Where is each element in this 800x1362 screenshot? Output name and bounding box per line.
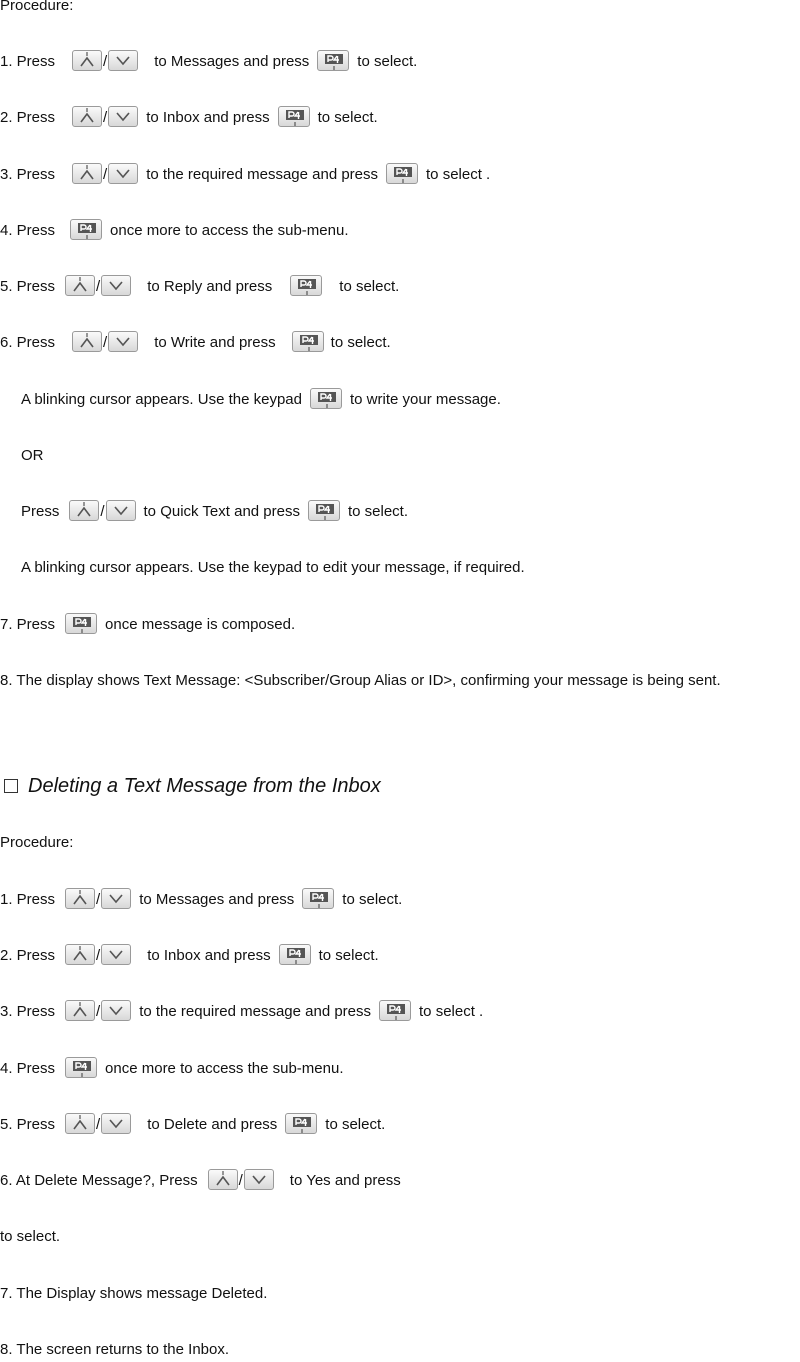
p4-key-icon (65, 613, 97, 634)
p4-key-icon (290, 275, 322, 296)
scroll-up-key-icon (72, 163, 102, 184)
step-3: 3. Press / to the required message and press to select . (0, 163, 490, 187)
scroll-up-key-icon (65, 275, 95, 296)
scroll-up-key-icon (72, 106, 102, 127)
delete-step-6-cont: to select. (0, 1228, 61, 1245)
delete-step-7: 7. The Display shows message Deleted. (0, 1285, 268, 1302)
scroll-up-key-icon (65, 944, 95, 965)
p4-key-icon (310, 388, 342, 409)
checkbox-icon (4, 779, 18, 793)
step-8: 8. The display shows Text Message: <Subscriber/Group Alias or ID>, confirming your message is being sent. (0, 672, 721, 689)
scroll-down-key-icon (108, 163, 138, 184)
scroll-down-key-icon (106, 500, 136, 521)
step-6: 6. Press / to Write and press to select. (0, 331, 391, 355)
p4-key-icon (386, 163, 418, 184)
section-heading: Deleting a Text Message from the Inbox (0, 772, 381, 800)
p4-key-icon (285, 1113, 317, 1134)
scroll-down-key-icon (108, 106, 138, 127)
step-6-quick-text: Press / to Quick Text and press to select. (21, 500, 408, 524)
p4-key-icon (379, 1000, 411, 1021)
p4-key-icon (317, 50, 349, 71)
delete-step-4: 4. Press once more to access the sub-menu. (0, 1057, 344, 1081)
scroll-down-key-icon (101, 888, 131, 909)
scroll-down-key-icon (108, 331, 138, 352)
step-2: 2. Press / to Inbox and press to select. (0, 106, 378, 130)
scroll-up-key-icon (72, 331, 102, 352)
scroll-up-key-icon (72, 50, 102, 71)
p4-key-icon (302, 888, 334, 909)
scroll-up-key-icon (65, 1000, 95, 1021)
scroll-down-key-icon (108, 50, 138, 71)
delete-step-5: 5. Press / to Delete and press to select. (0, 1113, 385, 1137)
p4-key-icon (65, 1057, 97, 1078)
scroll-down-key-icon (101, 275, 131, 296)
step-4: 4. Press once more to access the sub-menu. (0, 219, 349, 243)
step-5: 5. Press / to Reply and press to select. (0, 275, 399, 299)
scroll-up-key-icon (208, 1169, 238, 1190)
step-6-note-keypad: A blinking cursor appears. Use the keypad to write your message. (21, 388, 501, 412)
scroll-down-key-icon (101, 1000, 131, 1021)
p4-key-icon (308, 500, 340, 521)
step-6-or: OR (21, 447, 44, 464)
step-1: 1. Press / to Messages and press to select. (0, 50, 417, 74)
p4-key-icon (278, 106, 310, 127)
scroll-down-key-icon (244, 1169, 274, 1190)
delete-step-2: 2. Press / to Inbox and press to select. (0, 944, 379, 968)
scroll-down-key-icon (101, 1113, 131, 1134)
procedure-label: Procedure: (0, 834, 74, 851)
scroll-up-key-icon (69, 500, 99, 521)
scroll-down-key-icon (101, 944, 131, 965)
procedure-label: Procedure: (0, 0, 74, 14)
delete-step-1: 1. Press / to Messages and press to select. (0, 888, 402, 912)
delete-step-6: 6. At Delete Message?, Press / to Yes and press (0, 1169, 401, 1193)
p4-key-icon (292, 331, 324, 352)
delete-step-3: 3. Press / to the required message and press to select . (0, 1000, 483, 1024)
p4-key-icon (279, 944, 311, 965)
scroll-up-key-icon (65, 1113, 95, 1134)
scroll-up-key-icon (65, 888, 95, 909)
step-7: 7. Press once message is composed. (0, 613, 295, 637)
delete-step-8: 8. The screen returns to the Inbox. (0, 1341, 230, 1358)
p4-key-icon (70, 219, 102, 240)
step-6-note-edit: A blinking cursor appears. Use the keypad to edit your message, if required. (21, 559, 525, 576)
